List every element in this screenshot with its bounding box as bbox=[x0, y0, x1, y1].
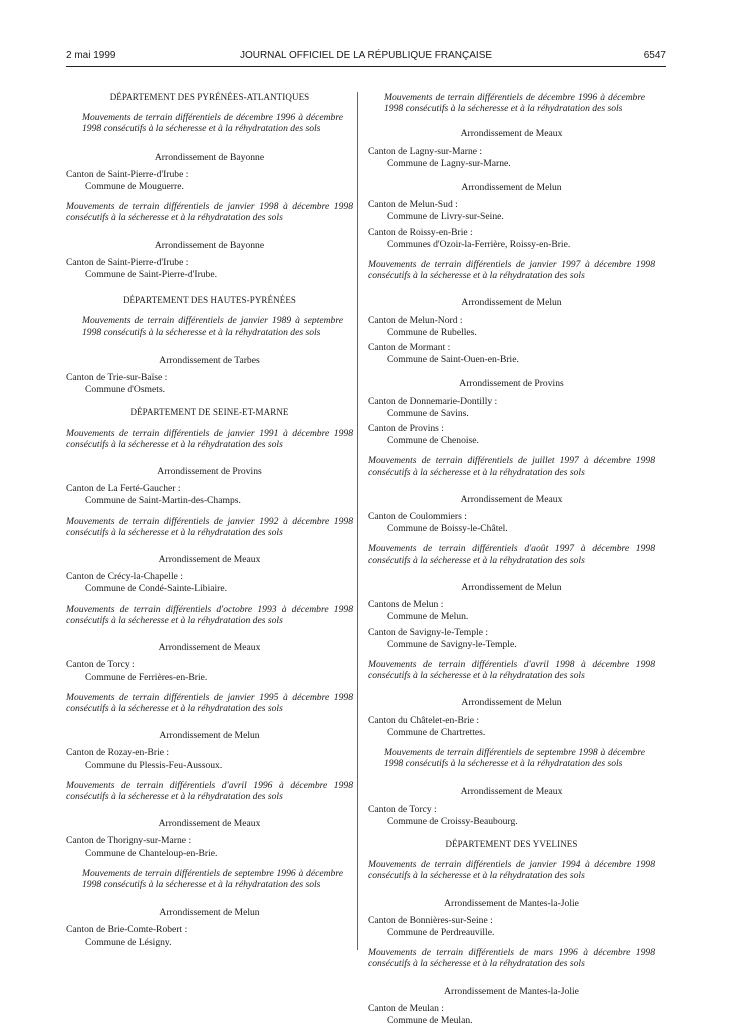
commune-line: Commune de Perdreauville. bbox=[387, 926, 495, 938]
commune-line: Commune de Chanteloup-en-Brie. bbox=[85, 847, 218, 859]
arrondissement-heading: Arrondissement de Meaux bbox=[460, 128, 563, 140]
canton-line: Canton de Rozay-en-Brie : bbox=[66, 747, 170, 759]
commune-line: Commune de Lésigny. bbox=[85, 936, 172, 948]
arrondissement-heading: Arrondissement de Melun bbox=[461, 697, 562, 709]
commune-line: Commune d'Osmets. bbox=[85, 384, 166, 396]
commune-line: Commune de Boissy-le-Châtel. bbox=[387, 523, 508, 535]
commune-line: Commune de Melun. bbox=[387, 611, 469, 623]
commune-line: Commune de Condé-Sainte-Libiaire. bbox=[85, 583, 228, 595]
commune-line: Commune de Saint-Ouen-en-Brie. bbox=[387, 354, 519, 366]
commune-line: Commune de Livry-sur-Seine. bbox=[387, 211, 504, 223]
commune-line: Commune de Meulan. bbox=[387, 1014, 473, 1026]
arrondissement-heading: Arrondissement de Melun bbox=[461, 297, 562, 309]
arrondissement-heading: Arrondissement de Meaux bbox=[460, 786, 563, 798]
issue-date: 2 mai 1999 bbox=[66, 50, 116, 61]
page-number: 6547 bbox=[643, 50, 666, 61]
movement-description: Mouvements de terrain différentiels de septembre 1996 à décembre 1998 consécutifs à la sécheresse et à la réhydratation des sols bbox=[82, 867, 343, 890]
arrondissement-heading: Arrondissement de Meaux bbox=[158, 554, 261, 566]
canton-line: Canton de Brie-Comte-Robert : bbox=[66, 924, 188, 936]
movement-description: Mouvements de terrain différentiels de juillet 1997 à décembre 1998 consécutifs à la sécheresse et à la réhydratation des sols bbox=[368, 455, 655, 478]
canton-line: Canton de Donnemarie-Dontilly : bbox=[368, 395, 498, 407]
canton-line: Canton de Meulan : bbox=[368, 1002, 444, 1014]
department-heading: DÉPARTEMENT DES YVELINES bbox=[445, 838, 578, 849]
commune-line: Communes d'Ozoir-la-Ferrière, Roissy-en-Brie. bbox=[387, 238, 571, 250]
page-header bbox=[66, 50, 666, 64]
department-heading: DÉPARTEMENT DES PYRÉNÉES-ATLANTIQUES bbox=[109, 92, 310, 102]
canton-line: Canton de Trie-sur-Baïse : bbox=[66, 372, 168, 384]
canton-line: Canton de Crécy-la-Chapelle : bbox=[66, 571, 183, 583]
movement-description: Mouvements de terrain différentiels de janvier 1998 à décembre 1998 consécutifs à la sécheresse et à la réhydratation des sols bbox=[66, 201, 353, 224]
arrondissement-heading: Arrondissement de Bayonne bbox=[154, 239, 265, 251]
commune-line: Commune de Lagny-sur-Marne. bbox=[387, 157, 511, 169]
arrondissement-heading: Arrondissement de Provins bbox=[157, 466, 262, 478]
canton-line: Canton de Provins : bbox=[368, 423, 444, 435]
movement-description: Mouvements de terrain différentiels de décembre 1996 à décembre 1998 consécutifs à la sécheresse et à la réhydratation des sols bbox=[82, 112, 343, 135]
right-column bbox=[368, 92, 655, 1026]
canton-line: Canton de Saint-Pierre-d'Irube : bbox=[66, 168, 189, 180]
canton-line: Canton de Bonnières-sur-Seine : bbox=[368, 914, 493, 926]
canton-line: Canton de Saint-Pierre-d'Irube : bbox=[66, 256, 189, 268]
commune-line: Commune de Croissy-Beaubourg. bbox=[387, 815, 518, 827]
canton-line: Canton de Melun-Nord : bbox=[368, 314, 463, 326]
canton-line: Canton de Lagny-sur-Marne : bbox=[368, 145, 483, 157]
commune-line: Commune du Plessis-Feu-Aussoux. bbox=[85, 759, 223, 771]
canton-line: Cantons de Melun : bbox=[368, 599, 444, 611]
canton-line: Canton de Savigny-le-Temple : bbox=[368, 626, 489, 638]
movement-description: Mouvements de terrain différentiels de janvier 1994 à décembre 1998 consécutifs à la sécheresse et à la réhydratation des sols bbox=[368, 859, 655, 882]
canton-line: Canton du Châtelet-en-Brie : bbox=[368, 714, 480, 726]
canton-line: Canton de Coulommiers : bbox=[368, 511, 467, 523]
arrondissement-heading: Arrondissement de Melun bbox=[159, 730, 260, 742]
movement-description: Mouvements de terrain différentiels de décembre 1996 à décembre 1998 consécutifs à la sécheresse et à la réhydratation des sols bbox=[384, 92, 645, 115]
movement-description: Mouvements de terrain différentiels de janvier 1995 à décembre 1998 consécutifs à la sécheresse et à la réhydratation des sols bbox=[66, 691, 353, 714]
movement-description: Mouvements de terrain différentiels de janvier 1992 à décembre 1998 consécutifs à la sécheresse et à la réhydratation des sols bbox=[66, 515, 353, 538]
commune-line: Commune de Mouguerre. bbox=[85, 181, 184, 193]
canton-line: Canton de Melun-Sud : bbox=[368, 199, 458, 211]
arrondissement-heading: Arrondissement de Provins bbox=[459, 378, 564, 390]
journal-title: JOURNAL OFFICIEL DE LA RÉPUBLIQUE FRANÇAISE bbox=[239, 50, 493, 61]
movement-description: Mouvements de terrain différentiels d'octobre 1993 à décembre 1998 consécutifs à la sécheresse et à la réhydratation des sols bbox=[66, 603, 353, 626]
movement-description: Mouvements de terrain différentiels de janvier 1991 à décembre 1998 consécutifs à la sécheresse et à la réhydratation des sols bbox=[66, 427, 353, 450]
arrondissement-heading: Arrondissement de Bayonne bbox=[154, 151, 265, 163]
column-divider bbox=[357, 92, 358, 950]
arrondissement-heading: Arrondissement de Melun bbox=[461, 581, 562, 593]
movement-description: Mouvements de terrain différentiels de septembre 1998 à décembre 1998 consécutifs à la sécheresse et à la réhydratation des sols bbox=[384, 746, 645, 770]
movement-description: Mouvements de terrain différentiels de janvier 1997 à décembre 1998 consécutifs à la sécheresse et à la réhydratation des sols bbox=[368, 259, 655, 282]
canton-line: Canton de La Ferté-Gaucher : bbox=[66, 483, 181, 495]
movement-description: Mouvements de terrain différentiels de mars 1996 à décembre 1998 consécutifs à la sécheresse et à la réhydratation des sols bbox=[368, 947, 655, 970]
arrondissement-heading: Arrondissement de Tarbes bbox=[159, 354, 260, 366]
arrondissement-heading: Arrondissement de Melun bbox=[159, 907, 260, 919]
header-rule bbox=[66, 66, 666, 67]
department-heading: DÉPARTEMENT DE SEINE-ET-MARNE bbox=[130, 407, 289, 418]
canton-line: Canton de Thorigny-sur-Marne : bbox=[66, 835, 192, 847]
commune-line: Commune de Saint-Martin-des-Champs. bbox=[85, 495, 241, 507]
commune-line: Commune de Chartrettes. bbox=[387, 726, 486, 738]
movement-description: Mouvements de terrain différentiels d'août 1997 à décembre 1998 consécutifs à la sécheresse et à la réhydratation des sols bbox=[368, 543, 655, 566]
commune-line: Commune de Saint-Pierre-d'Irube. bbox=[85, 269, 218, 281]
arrondissement-heading: Arrondissement de Meaux bbox=[460, 493, 563, 505]
arrondissement-heading: Arrondissement de Mantes-la-Jolie bbox=[444, 985, 579, 997]
arrondissement-heading: Arrondissement de Mantes-la-Jolie bbox=[444, 897, 579, 909]
commune-line: Commune de Savigny-le-Temple. bbox=[387, 638, 517, 650]
canton-line: Canton de Torcy : bbox=[368, 803, 437, 815]
commune-line: Commune de Ferrières-en-Brie. bbox=[85, 671, 208, 683]
movement-description: Mouvements de terrain différentiels d'avril 1998 à décembre 1998 consécutifs à la sécheresse et à la réhydratation des sols bbox=[368, 658, 655, 682]
arrondissement-heading: Arrondissement de Meaux bbox=[158, 642, 261, 654]
arrondissement-heading: Arrondissement de Melun bbox=[461, 182, 562, 194]
commune-line: Commune de Rubelles. bbox=[387, 326, 477, 338]
canton-line: Canton de Torcy : bbox=[66, 659, 135, 671]
canton-line: Canton de Mormant : bbox=[368, 342, 451, 354]
arrondissement-heading: Arrondissement de Meaux bbox=[158, 818, 261, 830]
commune-line: Commune de Savins. bbox=[387, 407, 469, 419]
canton-line: Canton de Roissy-en-Brie : bbox=[368, 226, 473, 238]
left-column bbox=[66, 92, 353, 948]
commune-line: Commune de Chenoise. bbox=[387, 435, 479, 447]
movement-description: Mouvements de terrain différentiels de janvier 1989 à septembre 1998 consécutifs à la sécheresse et à la réhydratation des sols bbox=[82, 315, 343, 338]
department-heading: DÉPARTEMENT DES HAUTES-PYRÉNÉES bbox=[122, 295, 297, 306]
movement-description: Mouvements de terrain différentiels d'avril 1996 à décembre 1998 consécutifs à la sécheresse et à la réhydratation des sols bbox=[66, 779, 353, 802]
